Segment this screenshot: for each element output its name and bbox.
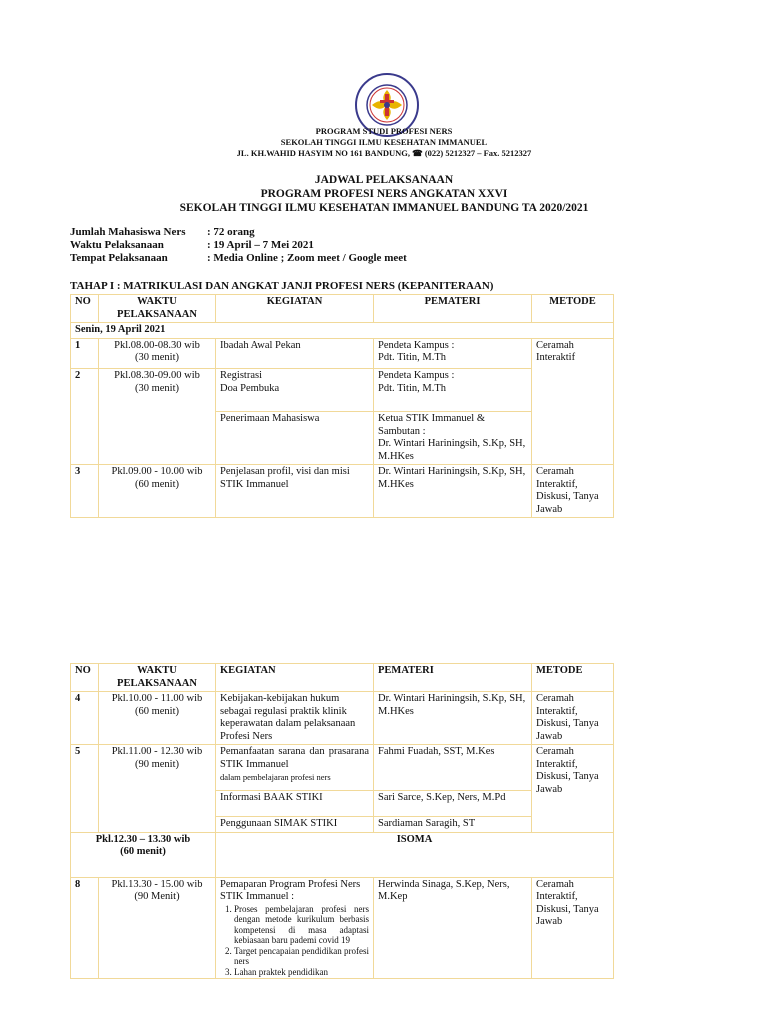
list-item: 1. Proses pembelajaran profesi ners dengan metode kurikulum berbasis kompetensi di masa adaptasi kebiasaan baru pademi covid 19 (234, 904, 369, 946)
table-row: 1 Pkl.08.00-08.30 wib (30 menit) Ibadah Awal Pekan Pendeta Kampus : Pdt. Titin, M.Th Ceramah Interaktif (71, 338, 614, 369)
col-time: WAKTU PELAKSANAAN (99, 664, 216, 692)
table-row: 2 Pkl.08.30-09.00 wib (30 menit) Registrasi Doa Pembuka Pendeta Kampus : Pdt. Titin, M.Th (71, 369, 614, 412)
program-list (220, 904, 369, 978)
schedule-table-2 (70, 663, 614, 979)
table-row: 8 Pkl.13.30 - 15.00 wib (90 Menit) Pemaparan Program Profesi Ners STIK Immanuel : 1. Proses pembelajaran profesi ners dengan metode kurikulum berbasis kompetensi di masa adaptasi kebiasaan baru pademi covid 19 2. Target pencapaian pendidikan profesi ners 3. Lahan praktek pendidikan Herwinda Sinaga, S.Kep, Ners, M.Kep Ceramah Interaktif, Diskusi, Tanya Jawab (71, 877, 614, 979)
col-no: NO (71, 295, 99, 323)
table-row: Penerimaan Mahasiswa Ketua STIK Immanuel & Sambutan : Dr. Wintari Hariningsih, S.Kp, SH, M.HKes (71, 412, 614, 465)
info-row: Jumlah Mahasiswa Ners : 72 orang (70, 226, 255, 238)
schedule-table-1 (70, 294, 614, 518)
col-speaker: PEMATERI (374, 295, 532, 323)
doc-title-1: JADWAL PELAKSANAAN (314, 174, 454, 186)
table-header-row (71, 295, 614, 323)
col-no: NO (71, 664, 99, 692)
col-time: WAKTU PELAKSANAAN (99, 295, 216, 323)
table-row: Penggunaan SIMAK STIKI Sardiaman Saragih, ST (71, 817, 614, 833)
program-name: PROGRAM STUDI PROFESI NERS (315, 126, 453, 136)
stage-title: TAHAP I : MATRIKULASI DAN ANGKAT JANJI PROFESI NERS (KEPANITERAAN) (70, 280, 494, 292)
list-item: 3. Lahan praktek pendidikan (234, 967, 369, 978)
table-row: 3 Pkl.09.00 - 10.00 wib (60 menit) Penjelasan profil, visi dan misi STIK Immanuel Dr. Wintari Hariningsih, S.Kp, SH, M.HKes Ceramah Interaktif, Diskusi, Tanya Jawab (71, 465, 614, 518)
school-address: JL. KH.WAHID HASYIM NO 161 BANDUNG, ☎ (022) 5212327 – Fax. 5212327 (236, 148, 532, 158)
doc-title-3: SEKOLAH TINGGI ILMU KESEHATAN IMMANUEL BANDUNG TA 2020/2021 (179, 202, 589, 214)
col-method: METODE (532, 295, 614, 323)
info-row: Tempat Pelaksanaan : Media Online ; Zoom meet / Google meet (70, 252, 407, 264)
col-speaker: PEMATERI (374, 664, 532, 692)
table-row: Informasi BAAK STIKI Sari Sarce, S.Kep, Ners, M.Pd (71, 790, 614, 817)
school-name: SEKOLAH TINGGI ILMU KESEHATAN IMMANUEL (280, 137, 488, 147)
day-row: Senin, 19 April 2021 (71, 323, 614, 339)
table-row: 5 Pkl.11.00 - 12.30 wib (90 menit) Pemanfaatan sarana dan prasarana STIK Immanuel dalam pembelajaran profesi ners Fahmi Fuadah, SST, M.Kes Ceramah Interaktif, Diskusi, Tanya Jawab (71, 745, 614, 791)
info-block (70, 226, 407, 265)
col-method: METODE (532, 664, 614, 692)
table-header-row (71, 664, 614, 692)
col-activity: KEGIATAN (216, 295, 374, 323)
break-row: Pkl.12.30 – 13.30 wib (60 menit) ISOMA (71, 832, 614, 877)
col-activity: KEGIATAN (216, 664, 374, 692)
doc-title-2: PROGRAM PROFESI NERS ANGKATAN XXVI (260, 188, 508, 200)
table-row: 4 Pkl.10.00 - 11.00 wib (60 menit) Kebijakan-kebijakan hukum sebagai regulasi praktik klinik keperawatan dalam pelaksanaan Profesi Ners Dr. Wintari Hariningsih, S.Kp, SH, M.HKes Ceramah Interaktif, Diskusi, Tanya Jawab (71, 692, 614, 745)
list-item: 2. Target pencapaian pendidikan profesi ners (234, 946, 369, 967)
info-row: Waktu Pelaksanaan : 19 April – 7 Mei 2021 (70, 239, 314, 251)
